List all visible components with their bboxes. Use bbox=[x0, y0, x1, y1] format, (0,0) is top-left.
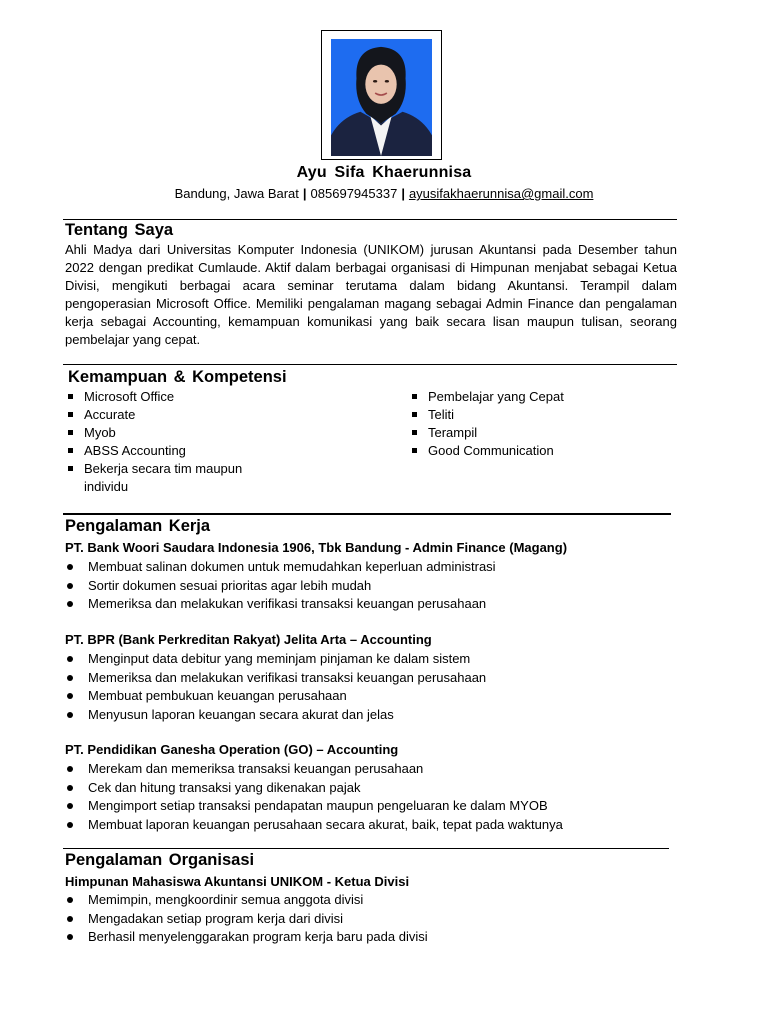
skills-section-title: Kemampuan & Kompetensi bbox=[68, 368, 287, 386]
list-item: Microsoft Office bbox=[65, 388, 265, 406]
list-item: Mengadakan setiap program kerja dari divisi bbox=[65, 910, 685, 929]
list-item: Berhasil menyelenggarakan program kerja baru pada divisi bbox=[65, 928, 685, 947]
contact-line bbox=[0, 186, 768, 201]
about-paragraph: Ahli Madya dari Universitas Komputer Indonesia (UNIKOM) jurusan Akuntansi pada Desember tahun 2022 dengan predikat Cumlaude. Aktif dalam berbagai organisasi di Himpunan menjabat sebagai Ketua Divisi, mengikuti berbagai acara seminar terutama dalam bidang Akuntansi. Terampil dalam pengoperasian Microsoft Office. Memiliki pengalaman magang sebagai Admin Finance dan pengalaman kerja sebagai Accounting, kemampuan komunikasi yang baik secara lisan maupun tulisan, seorang pembelajar yang cepat. bbox=[65, 242, 677, 347]
job-title: PT. Pendidikan Ganesha Operation (GO) – Accounting bbox=[65, 742, 399, 757]
list-item: Memeriksa dan melakukan verifikasi transaksi keuangan perusahaan bbox=[65, 669, 685, 688]
section-divider bbox=[63, 848, 669, 849]
list-item: Sortir dokumen sesuai prioritas agar lebih mudah bbox=[65, 577, 685, 596]
list-item: Good Communication bbox=[409, 442, 649, 460]
organization-duties-list bbox=[65, 891, 685, 947]
candidate-name: Ayu Sifa Khaerunnisa bbox=[296, 164, 472, 181]
list-item: Teliti bbox=[409, 406, 649, 424]
list-item: Cek dan hitung transaksi yang dikenakan pajak bbox=[65, 779, 685, 798]
section-divider bbox=[63, 219, 677, 220]
list-item: Membuat salinan dokumen untuk memudahkan keperluan administrasi bbox=[65, 558, 685, 577]
list-item: Bekerja secara tim maupun individu bbox=[65, 460, 265, 496]
about-section-title: Tentang Saya bbox=[65, 221, 174, 239]
job-title: PT. Bank Woori Saudara Indonesia 1906, Tbk Bandung - Admin Finance (Magang) bbox=[65, 540, 568, 555]
list-item: ABSS Accounting bbox=[65, 442, 265, 460]
job-duties-list bbox=[65, 558, 685, 614]
job-duties-list bbox=[65, 650, 685, 724]
list-item: Memimpin, mengkoordinir semua anggota divisi bbox=[65, 891, 685, 910]
section-divider bbox=[63, 513, 671, 515]
phone-text: 085697945337 bbox=[310, 186, 398, 201]
skills-list-right bbox=[409, 388, 649, 460]
separator: | bbox=[401, 186, 405, 201]
list-item: Terampil bbox=[409, 424, 649, 442]
separator: | bbox=[302, 186, 307, 201]
list-item: Mengimport setiap transaksi pendapatan maupun pengeluaran ke dalam MYOB bbox=[65, 797, 685, 816]
organization-role: Himpunan Mahasiswa Akuntansi UNIKOM - Ketua Divisi bbox=[65, 874, 410, 889]
section-divider bbox=[63, 364, 677, 365]
list-item: Membuat pembukuan keuangan perusahaan bbox=[65, 687, 685, 706]
job-title: PT. BPR (Bank Perkreditan Rakyat) Jelita Arta – Accounting bbox=[65, 632, 432, 647]
profile-photo bbox=[331, 39, 432, 156]
organization-section-title: Pengalaman Organisasi bbox=[65, 851, 255, 869]
list-item: Accurate bbox=[65, 406, 265, 424]
list-item: Pembelajar yang Cepat bbox=[409, 388, 649, 406]
list-item: Merekam dan memeriksa transaksi keuangan perusahaan bbox=[65, 760, 685, 779]
job-duties-list bbox=[65, 760, 685, 834]
skills-list-left bbox=[65, 388, 265, 496]
experience-section-title: Pengalaman Kerja bbox=[65, 517, 211, 535]
list-item: Myob bbox=[65, 424, 265, 442]
list-item: Menyusun laporan keuangan secara akurat dan jelas bbox=[65, 706, 685, 725]
list-item: Memeriksa dan melakukan verifikasi transaksi keuangan perusahaan bbox=[65, 595, 685, 614]
email-link[interactable]: ayusifakhaerunnisa@gmail.com bbox=[408, 186, 594, 201]
list-item: Membuat laporan keuangan perusahaan secara akurat, baik, tepat pada waktunya bbox=[65, 816, 685, 835]
profile-photo-frame bbox=[321, 30, 442, 160]
location-text: Bandung, Jawa Barat bbox=[174, 186, 299, 201]
person-portrait-icon bbox=[331, 39, 432, 156]
list-item: Menginput data debitur yang meminjam pinjaman ke dalam sistem bbox=[65, 650, 685, 669]
